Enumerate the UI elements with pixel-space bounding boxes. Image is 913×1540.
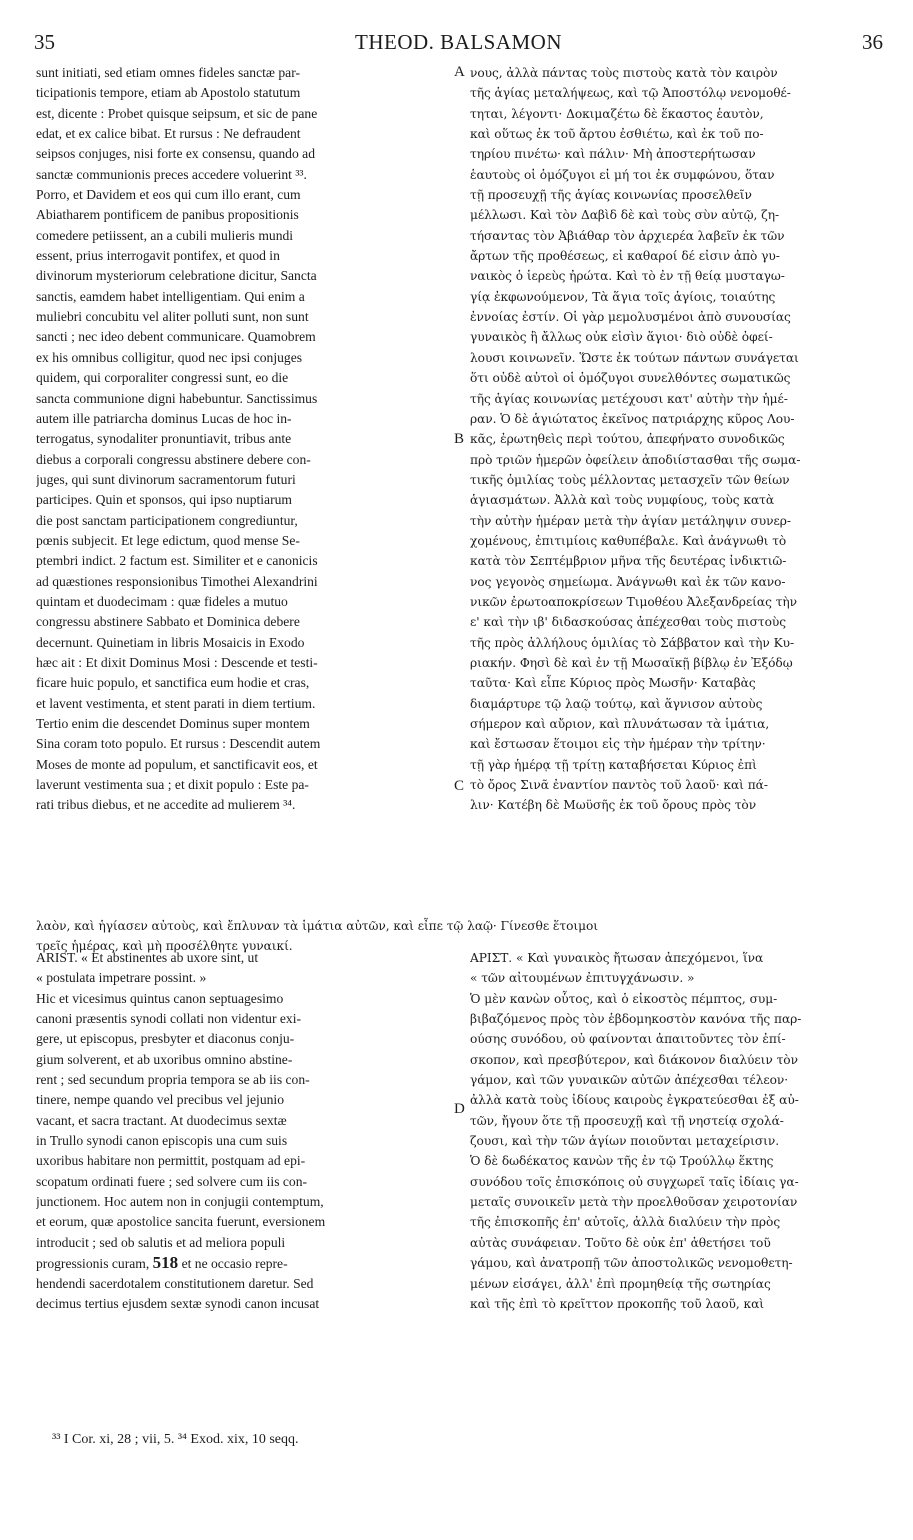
latin-text-line: sancta communione digni habebuntur. Sanctissimus [36,390,318,406]
greek-text-line: « τῶν αἰτουμένων ἐπιτυγχάνωσιν. » [470,971,695,986]
latin-text-line: pœnis subjecit. Et lege edictum, quod mense Se- [36,532,300,548]
greek-text-line: σκοπον, καὶ πρεσβύτερον, καὶ διάκονον διαλύειν τὸν [470,1052,798,1067]
margin-letter-a: A [454,64,465,80]
latin-text-line: junctionem. Hoc autem non in conjugii contemptum, [36,1194,324,1210]
latin-text-line: ex his omnibus colligitur, quod nec ipsi conjuges [36,349,303,365]
latin-column-bottom [36,948,454,1314]
latin-text-line: diebus a corporali congressu abstinere debere con- [36,451,311,467]
latin-text-line: ptembri indict. 2 factum est. Similiter et e canonicis [36,553,318,569]
greek-text-line: πρὸ τριῶν ἡμερῶν ὀφείλειν ἀποδιίστασθαι τῆς σωμα- [470,452,801,467]
footnotes: ³³ I Cor. xi, 28 ; vii, 5. ³⁴ Exod. xix, 10 seqq. [52,1432,299,1447]
greek-text-line: ἄρτων τῆς προθέσεως, εἰ καθαροί δέ εἰσιν ἀπὸ γυ- [470,249,780,264]
greek-column-top [470,63,880,816]
greek-text-line: τρεῖς ἡμέρας, καὶ μὴ προσέλθητε γυναικί. [36,939,293,954]
latin-text-line: tinere, nempe quando vel precibus vel jejunio [36,1092,285,1108]
greek-text-line: συνόδου τοῖς ἐπισκόποις οὐ συγχωρεῖ ταῖς ἰδίαις γα- [470,1174,799,1189]
greek-text-line: ἑαυτοὺς οἱ ὁμόζυγοι εἰ μή τοι ἐκ συμφώνου, ὅταν [470,167,775,182]
greek-text-line: τὴν αὐτὴν ἡμέραν μετὰ τὴν ἁγίαν μετάληψιν συνερ- [470,513,791,528]
latin-text-line: sancti ; nec ideo debent communicare. Quamobrem [36,329,316,345]
greek-text-line: νικῶν ἐρωτοαποκρίσεων Τιμοθέου Ἀλεξανδρείας τὴν [470,594,797,609]
latin-text-line: decernunt. Quinetiam in libris Mosaicis in Exodo [36,634,305,650]
latin-text-line: sanctæ communionis preces accedere voluerint ³³. [36,166,307,182]
latin-text-line: muliebri concubitu vel aliter polluti sunt, non sunt [36,309,309,325]
latin-text-line: introducit ; sed ob salutis et ad meliora populi [36,1234,286,1250]
latin-text-line: gere, ut episcopus, presbyter et diaconus conju- [36,1031,295,1047]
latin-text-line: terrogatus, synodaliter pronuntiavit, tribus ante [36,431,292,447]
greek-text-line: τήσαντας τὸν Ἀβιάθαρ τὸν ἀρχιερέα λαβεῖν ἐκ τῶν [470,228,785,243]
greek-text-line: νος γεγονὸς σημείωμα. Ἀνάγνωθι καὶ ἐκ τῶν κανο- [470,574,786,589]
greek-text-line: διαμάρτυρε τῷ λαῷ τούτῳ, καὶ ἅγνισον αὐτοὺς [470,696,763,711]
latin-text-line: sunt initiati, sed etiam omnes fideles sanctæ par- [36,65,300,80]
latin-text-line: seipsos conjuges, nisi forte ex consensu, quando ad [36,146,315,162]
latin-text-line: ficare huic populo, et sanctifica eum hodie et cras, [36,675,310,691]
greek-text-line: κᾶς, ἐρωτηθεὶς περὶ τούτου, ἀπεφήνατο συνοδικῶς [470,432,785,447]
latin-text-line [36,1253,454,1273]
latin-text-line: Porro, et Davidem et eos qui cum illo erant, cum [36,187,301,203]
greek-text-line: ραν. Ὁ δὲ ἁγιώτατος ἐκεῖνος πατριάρχης κῦρος Λου- [470,411,795,426]
greek-text-line: ΑΡΙΣΤ. « Καὶ γυναικὸς ἤτωσαν ἀπεχόμενοι, ἵνα [470,951,764,965]
greek-text-line: ζουσι, καὶ τὴν τῶν ἁγίων ποιοῦνται μεταχείρισιν. [470,1134,780,1149]
latin-text-line: ticipationis tempore, etiam ab Apostolo statutum [36,85,301,101]
greek-text-line: τῆς ἐπισκοπῆς ἐπ' αὐτοῖς, ἀλλὰ διαλύειν τὴν πρὸς [470,1215,781,1230]
latin-text-line: autem ille patriarcha dominus Lucas de hoc in- [36,410,292,426]
latin-text-line: scopatum ordinati fuere ; sed solvere cum iis con- [36,1173,308,1189]
greek-text-line: τῆς πρὸς ἀλλήλους ὁμιλίας τὸ Σάββατον καὶ τὴν Κυ- [470,635,795,650]
greek-text-line: γίᾳ ἐκφωνούμενον, Τὰ ἅγια τοῖς ἁγίοις, τοιαύτης [470,289,776,304]
greek-text-line: καὶ ἔστωσαν ἕτοιμοι εἰς τὴν ἡμέραν τὴν τρίτην· [470,737,766,752]
greek-text-line: τῇ γὰρ ἡμέρᾳ τῇ τρίτῃ καταβήσεται Κύριος ἐπὶ [470,757,757,772]
greek-text-line: λαὸν, καὶ ἡγίασεν αὐτοὺς, καὶ ἔπλυναν τὰ ἱμάτια αὐτῶν, καὶ εἶπε τῷ λαῷ· Γίνεσθε ἕτοιμοι [36,919,599,933]
latin-text-line: Abiatharem pontificem de panibus propositionis [36,207,299,223]
greek-text-line: μεταῖς συνοικεῖν μετὰ τὴν προελθοῦσαν χειροτονίαν [470,1195,798,1210]
greek-text-line: ε' καὶ τὴν ιβ' διδασκούσας ἀπέχεσθαι τοὺς πιστοὺς [470,615,786,630]
greek-text-line: μένων εἰσάγει, ἀλλ' ἐπὶ προμηθείᾳ τῆς σωτηρίας [470,1276,771,1291]
greek-text-line: ούσης συνόδου, οὐ φαίνονται ἀπαιτοῦντες τὸν ἐπί- [470,1032,786,1047]
latin-text-line: quidem, qui corporaliter congressi sunt, eo die [36,370,289,386]
latin-text-line: participes. Quin et sponsos, qui ipso nuptiarum [36,492,292,508]
latin-column-top [36,63,454,816]
greek-text-line: αὐτὰς συνάφειαν. Τοῦτο δὲ οὐκ ἐπ' ἀθετήσει τοῦ [470,1235,771,1250]
page-header [34,30,883,56]
latin-text-line: est, dicente : Probet quisque seipsum, et sic de pane [36,105,318,121]
greek-text-line: γάμον, καὶ τῶν γυναικῶν αὐτῶν ἀπέχεσθαι τέλεον· [470,1073,789,1088]
latin-text-line: essent, prius interrogavit pontifex, et quod in [36,248,280,264]
latin-text-line: et eorum, quæ apostolice sancita fuerunt, eversionem [36,1214,326,1230]
running-title: THEOD. BALSAMON [355,30,562,54]
greek-text-line: τῆς ἁγίας μεταλήψεως, καὶ τῷ Ἀποστόλῳ νενομοθέ- [470,86,791,101]
greek-text-line: κατὰ τὸν Σεπτέμβριον μῆνα τῆς δευτέρας ἰνδικτιῶ- [470,554,787,569]
latin-text-line: comedere petiissent, an a cubili mulieris mundi [36,227,294,243]
latin-text-line: divinorum mysteriorum celebratione dicitur, Sancta [36,268,317,284]
greek-text-line: καὶ οὕτως ἐκ τοῦ ἄρτου ἐσθιέτω, καὶ ἐκ τοῦ πο- [470,127,764,142]
margin-letter-c: C [454,778,465,794]
latin-text-line: edat, et ex calice bibat. Et rursus : Ne defraudent [36,126,301,142]
greek-text-line: τικῆς ὁμιλίας τοὺς μέλλοντας μετασχεῖν τῶν θείων [470,472,790,487]
latin-text-line: ARIST. « Et abstinentes ab uxore sint, ut [36,950,259,965]
greek-text-line: ἀλλὰ κατὰ τοὺς ἰδίους καιροὺς ἐγκρατεύεσθαι ἐξ αὐ- [470,1093,799,1108]
latin-text-line: congressu abstinere Sabbato et Dominica debere [36,614,300,630]
latin-text-line: ad quæstiones responsionibus Timothei Alexandrini [36,573,318,589]
greek-text-line: νους, ἀλλὰ πάντας τοὺς πιστοὺς κατὰ τὸν καιρὸν [470,66,778,80]
latin-text-line: die post sanctam participationem congrediuntur, [36,512,298,528]
latin-text-line: et lavent vestimenta, et stent parati in diem tertium. [36,695,316,711]
latin-text-line: juges, qui sunt divinorum sacramentorum futuri [36,471,296,487]
greek-text-line: καὶ τῆς ἐπὶ τὸ κρεῖττον προκοπῆς τοῦ λαοῦ, καὶ [470,1296,764,1311]
greek-text-line: λιν· Κατέβη δὲ Μωϋσῆς ἐκ τοῦ ὄρους πρὸς τὸν [470,798,757,813]
greek-text-line: ναικὸς ὁ ἱερεὺς ἠρώτα. Καὶ τὸ ἐν τῇ θείᾳ μυσταγω- [470,269,785,284]
latin-text-line: rati tribus diebus, et ne accedite ad mulierem ³⁴. [36,797,296,813]
greek-text-line: βιβαζόμενος πρὸς τὸν ἑβδομηκοστὸν κανόνα τῆς παρ- [470,1012,802,1027]
latin-text-line: laverunt vestimenta sua ; et dixit populo : Este pa- [36,777,309,793]
greek-text-line: γάμου, καὶ ἀνατροπῇ τῶν ἀποστολικῶς νενομοθετη- [470,1256,793,1271]
greek-text-line: μέλλωσι. Καὶ τὸν Δαβὶδ δὲ καὶ τοὺς σὺν αὐτῷ, ζη- [470,208,780,223]
latin-text-line: hæc ait : Et dixit Dominus Mosi : Descende et testi- [36,654,318,670]
latin-line-lead: progressionis curam, [36,1256,150,1272]
greek-text-line: Ὁ δὲ δωδέκατος κανὼν τῆς ἐν τῷ Τρούλλῳ ἕκτης [470,1154,774,1169]
greek-text-line: ἐννοίας ἐστίν. Οἱ γὰρ μεμολυσμένοι ἀπὸ συνουσίας [470,310,791,325]
greek-text-line: τηρίου πινέτω· καὶ πάλιν· Μὴ ἀποστερήτωσαν [470,147,756,162]
page-number-left: 35 [34,30,55,54]
page-number-right: 36 [862,30,883,54]
greek-text-line: τῆς ἁγίας κοινωνίας μετέχουσι κατ' αὐτὴν τὴν ἡμέ- [470,391,788,406]
latin-text-line: in Trullo synodi canon episcopis una cum suis [36,1133,288,1149]
latin-line-tail: et ne occasio repre- [178,1256,288,1272]
latin-text-line: Sina coram toto populo. Et rursus : Descendit autem [36,736,321,752]
greek-text-line: τηται, λέγοντι· Δοκιμαζέτω δὲ ἕκαστος ἑαυτὸν, [470,106,764,121]
latin-text-line: uxoribus habitare non permittit, postquam ad epi- [36,1153,306,1169]
latin-text-line: gium solverent, et ab uxoribus omnino abstine- [36,1051,293,1067]
margin-letter-d: D [454,1101,465,1117]
greek-text-line: ἁγιασμάτων. Ἀλλὰ καὶ τοὺς νυμφίους, τοὺς κατὰ [470,493,775,508]
greek-text-line: ριακήν. Φησὶ δὲ καὶ ἐν τῇ Μωσαϊκῇ βίβλῳ ἐν Ἐξόδῳ [470,655,793,670]
latin-text-line: quintam et duodecimam : quæ fideles a mutuo [36,593,288,609]
latin-text-line: vacant, et sacra tractant. At duodecimus sextæ [36,1112,287,1128]
greek-text-line: ταῦτα· Καὶ εἶπε Κύριος πρὸς Μωσῆν· Καταβὰς [470,676,756,691]
greek-column-bottom [470,948,880,1314]
latin-text-line: Tertio enim die descendet Dominus super montem [36,716,310,731]
latin-text-line: rent ; sed secundum propria tempora se ab iis con- [36,1072,310,1088]
greek-text-line: Ὁ μὲν κανὼν οὗτος, καὶ ὁ εἰκοστὸς πέμπτος, συμ- [470,991,778,1006]
latin-text-line: sanctis, eamdem habet intelligentiam. Qui enim a [36,288,305,304]
greek-text-line: χομένους, ἐπιτιμίοις καθυπέβαλε. Καὶ ἀνάγνωθι τὸ [470,533,787,548]
latin-text-line: hendendi sacerdotalem constitutionem daretur. Sed [36,1275,314,1291]
latin-text-line: Moses de monte ad populum, et sanctificavit eos, et [36,756,318,772]
inline-page-number: 518 [152,1253,179,1273]
greek-text-line: τὸ ὄρος Σινᾶ ἐναντίον παντὸς τοῦ λαοῦ· καὶ πά- [470,778,768,793]
greek-text-line: λουσι κοινωνεῖν. Ὥστε ἐκ τούτων πάντων συνάγεται [470,350,799,365]
margin-letter-b: B [454,431,465,447]
greek-text-line: γυναικὸς ἢ ἄλλως οὐκ εἰσὶν ἅγιοι· διὸ οὐδὲ ὀφεί- [470,330,773,345]
greek-text-line: ὅτι οὐδὲ αὐτοὶ οἱ ὁμόζυγοι συνελθόντες σωματικῶς [470,371,791,386]
latin-text-line: Hic et vicesimus quintus canon septuagesimo [36,990,284,1006]
greek-text-line: τῇ προσευχῇ τῆς ἁγίας κοινωνίας προσελθεῖν [470,188,752,203]
latin-text-line: decimus tertius ejusdem sextæ synodi canon incusat [36,1295,320,1311]
latin-text-line: « postulata impetrare possint. » [36,970,207,986]
greek-text-line: σήμερον καὶ αὔριον, καὶ πλυνάτωσαν τὰ ἱμάτια, [470,717,770,731]
latin-text-line: canoni præsentis synodi collati non videntur exi- [36,1011,302,1027]
greek-text-line: τῶν, ἤγουν ὅτε τῇ προσευχῇ καὶ τῇ νηστείᾳ σχολά- [470,1113,784,1128]
